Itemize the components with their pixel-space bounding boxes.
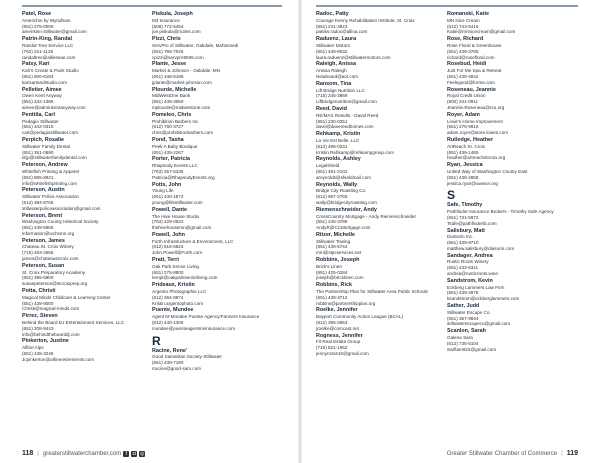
member-detail: (651) 348-6196	[152, 73, 184, 79]
member-detail: (612) 735-5104	[447, 340, 479, 346]
member-contact[interactable]: mplourde@midwestone.com	[152, 104, 211, 110]
top-rule	[316, 5, 578, 7]
member-contact[interactable]: jessica.ryan@uwwce.org	[447, 180, 498, 186]
member-name: Piskula, Joseph	[152, 11, 193, 17]
directory-entry	[22, 289, 146, 312]
member-contact[interactable]: cpizzi@servpro9506.com	[152, 54, 204, 60]
member-detail: The Partnership Plan for Stillwater Area Public Schools	[316, 289, 428, 295]
member-contact[interactable]: robbins@partnershipplan.org	[316, 300, 376, 306]
member-contact[interactable]: drjp@stillwaterfamilydental.com	[22, 155, 87, 161]
member-name: Safe, Timothy	[447, 202, 483, 209]
member-detail: Courage Kenny Rehabilitation Institute, St. Croix	[316, 17, 415, 23]
directory-entry	[316, 12, 441, 35]
member-name: Rutledge, Heather	[447, 136, 494, 143]
member-name: Patsy, Kari	[22, 61, 50, 68]
member-detail: (651) 439-3765	[447, 48, 479, 54]
member-detail: Peek A Baby Boutique	[152, 143, 198, 149]
member-name: Pirrez, Steven	[22, 313, 58, 320]
member-name: Peterson, Brent	[22, 212, 63, 219]
member-contact[interactable]: heather@artreachstcroix.org	[447, 155, 506, 161]
member-contact[interactable]: areynolds@shieldmail.com	[316, 174, 371, 180]
member-contact[interactable]: matthew.salisbury@diasorin.com	[447, 245, 515, 251]
member-contact[interactable]: Kristin.argentophoto.com	[152, 300, 204, 306]
member-contact[interactable]: info@whitefishprinting.com	[22, 180, 77, 186]
member-detail: Bayport Community Action League (BCAL)	[316, 314, 404, 320]
member-detail: (763) 257-6335	[152, 168, 184, 174]
member-detail: (651) 765-7026	[152, 48, 184, 54]
directory-entry	[316, 334, 441, 357]
member-name: Pelletier, Aimee	[22, 86, 62, 93]
directory-entry	[316, 258, 441, 281]
member-detail: Prohibition Barbers Inc	[152, 118, 199, 124]
member-detail: Brick's Linen	[316, 263, 342, 269]
member-name: Powell, John	[152, 231, 185, 238]
member-detail: (612) 743-6416	[447, 23, 479, 29]
member-name: Puente, Mundee	[152, 307, 194, 314]
member-contact[interactable]: jroelke@comcast.net	[316, 325, 359, 331]
member-name: Pratt, Terri	[152, 257, 179, 264]
member-detail: (651) 439-2267	[152, 149, 184, 155]
member-detail: Oak Park Senior Living	[152, 263, 199, 269]
member-name: Robbins, Joseph	[316, 257, 360, 264]
member-detail: Galena Sara	[447, 335, 473, 341]
member-contact[interactable]: dave@davereedhomes.com	[316, 124, 374, 130]
member-detail: (651) 230-0251	[316, 118, 348, 124]
member-detail: Agent M-Mundee Puente Agency/Farmers Insurance	[152, 314, 260, 320]
member-name: Peterson, Austin	[22, 187, 65, 194]
directory-entry	[316, 37, 441, 60]
directory-entry	[447, 329, 572, 352]
directory-entry	[152, 349, 276, 372]
member-contact[interactable]: wally@bridgecityroasting.com	[316, 199, 377, 205]
directory-entry	[316, 107, 441, 130]
member-name: Patel, Rose	[22, 11, 52, 17]
directory-entry	[316, 82, 441, 105]
member-detail: (651) 439-6032	[316, 48, 348, 54]
member-contact[interactable]: rracine@good-sam.com	[152, 366, 202, 372]
directory-entry	[152, 283, 276, 306]
directory-entry	[447, 12, 572, 35]
member-detail: (612) 396-2953	[316, 320, 348, 326]
member-detail: (651) 430-1873	[152, 194, 184, 200]
member-detail: (800) 341-0911	[447, 99, 479, 105]
directory-entry	[447, 229, 572, 252]
directory-entry	[22, 264, 146, 287]
member-detail: Royal Credit Union	[447, 93, 486, 99]
member-detail: (651) 425-0284	[316, 269, 348, 275]
member-contact[interactable]: joe.piskula@m3ins.com	[152, 29, 201, 35]
member-contact[interactable]: jplante@market-johnson.com	[152, 79, 212, 85]
directory-entry	[22, 62, 146, 85]
member-detail: (651) 342-1386	[22, 99, 54, 105]
directory-entry	[152, 233, 276, 256]
directory-entry	[316, 208, 441, 231]
member-name: Roelke, Jennifer	[316, 307, 358, 314]
member-contact[interactable]: Jeannie.Roseneau@rcu.org	[447, 104, 505, 110]
directory-entry	[316, 233, 441, 256]
directory-entry	[22, 214, 146, 237]
member-detail: (612) 499-0231	[316, 143, 348, 149]
directory-entry	[447, 254, 572, 277]
member-detail: (651) 439-9000	[22, 300, 54, 306]
member-detail: (763) 221-1128	[22, 48, 54, 54]
member-detail: Fit Real Estate Group	[316, 339, 361, 345]
member-detail: (651) 246-3788	[316, 219, 348, 225]
member-detail: Market & Johnson - Oakdale, MN	[152, 68, 220, 74]
member-detail: Randal Tree Service LLC	[22, 42, 74, 48]
member-contact[interactable]: young@lifestillwater.com	[152, 199, 203, 205]
member-contact[interactable]: mundee@puenteagentmninsurance.com	[152, 325, 236, 331]
member-detail: Rustic Roots Winery	[447, 259, 489, 265]
member-detail: (651) 800-6183	[22, 73, 54, 79]
member-detail: Owen Kent Anyway	[22, 93, 62, 99]
member-contact[interactable]: Tsafe@pathfinderib.com	[447, 220, 497, 226]
member-detail: Stillwater Towing	[316, 238, 351, 244]
directory-entry	[22, 163, 146, 186]
member-detail: (651) 491-2102	[316, 168, 348, 174]
member-detail: (651) 855-8821	[22, 174, 54, 180]
member-name: Raduenz, Laura	[316, 36, 357, 43]
directory-entry	[152, 183, 276, 206]
member-name: Perpich, Rosalie	[22, 136, 64, 143]
right-footer	[447, 450, 578, 457]
member-detail: Legalshield	[316, 163, 340, 169]
directory-entry	[447, 113, 572, 136]
member-detail: (715) 245-3869	[316, 93, 348, 99]
directory-entry	[316, 308, 441, 331]
member-name: Racine, Rene'	[152, 347, 188, 354]
member-contact[interactable]: Feelsgood@forme.com	[447, 79, 495, 85]
directory-entry	[447, 88, 572, 111]
member-detail: Behind the Board DJ Entertainment Services, LLC	[22, 320, 125, 326]
member-detail: (651) 439-3050	[152, 99, 184, 105]
member-contact[interactable]: mm@stpcservices.net	[316, 250, 362, 256]
directory-entry	[22, 314, 146, 337]
member-name: Ransom, Tina	[316, 80, 352, 87]
member-name: Riemenschneider, Andy	[316, 206, 377, 213]
member-contact[interactable]: John.Powell@Forth.com	[152, 250, 203, 256]
member-detail: Whitefish Printing & Apparel	[22, 168, 79, 174]
member-name: Reynolds, Wally	[316, 181, 358, 188]
section-letter: S	[447, 188, 456, 203]
member-name: Patrin-King, Randal	[22, 36, 73, 43]
member-name: Plante, Jesse	[152, 61, 187, 68]
directory-entry	[22, 138, 146, 161]
member-name: Robbins, Rick	[316, 282, 352, 289]
directory-entry	[152, 138, 276, 155]
footer-separator: |	[561, 450, 563, 457]
member-name: Prideaux, Kristin	[152, 282, 195, 289]
member-contact[interactable]: laura.raduenz@stillwatermotors.com	[316, 54, 391, 60]
left-column-1	[22, 12, 152, 374]
member-detail: (651) 439-5744	[316, 244, 348, 250]
member-contact[interactable]: Jcpinkerton@alfineretirements.com	[22, 356, 95, 362]
member-contact[interactable]: randaltree@allieseae.com	[22, 54, 76, 60]
member-name: Plourde, Michelle	[152, 86, 197, 93]
member-detail: ServPro of Stillwater, Oakdale, Mahtomedi	[152, 42, 239, 48]
member-detail: (612) 384-9874	[152, 294, 184, 300]
member-contact[interactable]: carl@pedagiostillwater.com	[22, 130, 78, 136]
member-detail: (651) 357-9844	[447, 315, 479, 321]
left-column-2	[152, 12, 282, 374]
directory-entry	[152, 62, 276, 85]
member-contact[interactable]: thehivehousemn@gmail.com	[152, 225, 212, 231]
member-name: Sandstrom, Kevin	[447, 277, 493, 284]
directory-entry	[152, 37, 276, 60]
member-name: Raleigh, Anissa	[316, 61, 356, 68]
member-contact[interactable]: adam.royer@store.lowes.com	[447, 130, 509, 136]
directory-entry	[152, 113, 276, 136]
member-detail: (612) 440-1306	[152, 320, 184, 326]
directory-entry	[22, 239, 146, 262]
member-name: Pizzi, Chris	[152, 36, 181, 43]
directory-entry	[316, 157, 441, 180]
directory-entry	[152, 88, 276, 111]
member-detail: Kari's Create & Paint Studio	[22, 68, 79, 74]
member-detail: MN Nice Cream	[447, 17, 480, 23]
member-detail: (651) 439-2858	[447, 174, 479, 180]
member-contact[interactable]: AndyR@CCMortgage.com	[316, 225, 371, 231]
member-contact[interactable]: Katie@mnnicecream@gmail.com	[447, 29, 516, 35]
member-detail: MidWestOne Bank	[152, 93, 191, 99]
member-name: Peterson, Susan	[22, 262, 65, 269]
left-footer	[22, 450, 145, 457]
directory-entry	[447, 62, 572, 85]
member-contact[interactable]: jennyrosss10@gmail.com	[316, 351, 369, 357]
member-detail: Washington County Historical Society	[22, 219, 99, 225]
right-column-1	[316, 12, 447, 359]
member-detail: M3 Insurance	[152, 17, 180, 23]
page-number: 119	[566, 450, 578, 457]
member-detail: Bridge City Roasting Co.	[316, 188, 367, 194]
footer-separator: |	[37, 450, 39, 457]
member-detail: (612) 384-8755	[22, 199, 54, 205]
member-detail: (715) 483-2556	[22, 250, 54, 256]
directory-entry	[447, 279, 572, 302]
directory-entry	[22, 339, 146, 362]
member-detail: (651) 439-3712	[316, 294, 348, 300]
directory-entry	[152, 208, 276, 231]
member-name: Potta, Christi	[22, 288, 56, 295]
footer-org: Greater Stillwater Chamber of Commerce	[446, 450, 558, 457]
member-detail: Pathfinder Insurance Brokers - Timothy Safe Agency	[447, 209, 554, 215]
member-name: Potts, John	[152, 181, 182, 188]
member-contact[interactable]: andrea@rusticroots.wine	[447, 271, 498, 277]
member-name: Royer, Adam	[447, 111, 480, 118]
member-detail: Affine Alps	[22, 345, 44, 351]
member-detail: St. Croix Preparatory Academy	[22, 269, 86, 275]
right-column-2	[447, 12, 578, 359]
facebook-icon[interactable]: f	[123, 451, 129, 457]
member-detail: Stillwater Police Association	[22, 194, 79, 200]
member-detail: (651) 439-2878	[447, 290, 479, 296]
member-detail: Stillwater Motors	[316, 42, 350, 48]
member-name: Salisbury, Matt	[447, 227, 485, 234]
member-detail: United Way of Washington County East	[447, 168, 528, 174]
member-name: Sandager, Andrea	[447, 252, 493, 259]
member-detail: Argento Photographie LLC	[152, 289, 207, 295]
member-contact[interactable]: information@wchsmn.org	[22, 230, 75, 236]
member-detail: DiaSorin Inc.	[447, 234, 474, 240]
member-detail: Eckberg Lammers Law Firm	[447, 284, 505, 290]
member-contact[interactable]: tempt@oakparkseniorliving.com	[152, 275, 218, 281]
directory-entry	[22, 188, 146, 211]
left-columns	[22, 12, 282, 374]
member-detail: Lowe's Home Improvement	[447, 118, 503, 124]
member-name: Rogness, Jennifer	[316, 332, 363, 339]
member-detail: Chateau St. Croix Winery	[22, 244, 74, 250]
member-detail: (651) 275-9610	[447, 124, 479, 130]
directory-entry	[316, 183, 441, 206]
member-contact[interactable]: Kristin.Rehkamp@rehkampgroup.com	[316, 149, 394, 155]
page-number: 118	[22, 450, 34, 457]
member-detail: Anissa Raleigh	[316, 68, 347, 74]
member-detail: (651) 351-0690	[22, 149, 54, 155]
member-name: Porter, Patricia	[152, 156, 191, 163]
member-contact[interactable]: ksandstrom@eckberglammers.com	[447, 296, 520, 302]
section-letter: R	[152, 333, 161, 348]
right-page	[300, 0, 600, 463]
member-name: Rosebud, Heidi	[447, 61, 487, 68]
member-contact[interactable]: pattiss.radoc@allina.com	[316, 29, 368, 35]
member-name: Ritzer, Michelle	[316, 231, 355, 238]
member-contact[interactable]: stillwaterescapeco@gmail.com	[447, 321, 511, 327]
member-detail: (651) 439-4842	[447, 73, 479, 79]
member-name: Scanlon, Sarah	[447, 328, 486, 335]
member-detail: (612) 618-6824	[152, 244, 184, 250]
member-detail: Stillwater Escape Co.	[447, 309, 491, 315]
member-detail: CrossCountry Mortgage - Andy Riemenschneider	[316, 213, 417, 219]
member-name: Reynolds, Ashley	[316, 156, 361, 163]
member-detail: (608) 772-5454	[152, 23, 184, 29]
member-name: Pond, Tasha	[152, 136, 184, 143]
member-detail: (651) 395-5900	[22, 275, 54, 281]
directory-entry	[316, 62, 441, 79]
directory-entry	[152, 308, 276, 331]
member-name: Peterson, Andrew	[22, 162, 68, 169]
member-detail: Good Samaritan Society-Stillwater	[152, 354, 222, 360]
member-detail: La Vie Est Belle, LLC	[316, 137, 360, 143]
member-detail: (612) 760-3727	[152, 124, 184, 130]
member-contact[interactable]: Neiaboard@aol.com	[316, 73, 358, 79]
directory-entry	[152, 258, 276, 281]
right-columns	[316, 12, 578, 359]
directory-entry	[22, 12, 146, 35]
member-name: Pinkerton, Justine	[22, 338, 69, 345]
directory-entry	[447, 163, 572, 186]
member-contact[interactable]: james@chateaustcroix.com	[22, 256, 79, 262]
member-contact[interactable]: stillwaterpoliceassociation@gmail.com	[22, 205, 101, 211]
member-detail: (651) 342-0310	[22, 124, 54, 130]
directory-entry	[447, 138, 572, 161]
member-name: Ryan, Jessica	[447, 162, 483, 169]
member-detail: (651) 208-9443	[22, 325, 54, 331]
member-detail: Forth Infrastructure & Environment, LLC	[152, 238, 234, 244]
member-name: Pomeleo, Chris	[152, 111, 192, 118]
top-rule	[22, 5, 282, 7]
directory-entry	[447, 37, 572, 60]
member-detail: Lift Bridge Nutrition LLC	[316, 87, 365, 93]
member-detail: (651) 731-5972	[447, 214, 479, 220]
member-name: Reed, David	[316, 105, 347, 112]
member-detail: (651) 241-3823	[316, 23, 348, 29]
directory-entry	[447, 304, 572, 327]
member-detail: (651) 436-3245	[22, 351, 54, 357]
member-detail: (715) 821-1952	[316, 345, 348, 351]
member-contact[interactable]: Patricia@RhapsodyEvents.org	[152, 174, 215, 180]
member-contact[interactable]: amerisinn.stillwater@gmail.com	[22, 29, 87, 35]
member-contact[interactable]: chris@prohibitionbarbers.com	[152, 130, 214, 136]
member-contact[interactable]: Sarflam923@gmail.com	[447, 346, 497, 352]
member-detail: Stillwater Family Dental	[22, 143, 70, 149]
member-name: Romanski, Katie	[447, 11, 489, 17]
member-detail: (763) 229-0623	[152, 219, 184, 225]
member-detail: (651) 439-7180	[152, 360, 184, 366]
member-contact[interactable]: info@behindtheboarddj.com	[22, 331, 80, 337]
member-detail: (651) 433-5311	[447, 265, 479, 271]
directory-entry	[316, 283, 441, 306]
member-contact[interactable]: joseph@bricklinen.com	[316, 275, 364, 281]
member-detail: (651) 439-1465	[447, 149, 479, 155]
member-name: Peterson, James	[22, 237, 65, 244]
member-detail: Pedagio Stillwater	[22, 118, 59, 124]
member-name: Penttila, Carl	[22, 111, 55, 118]
directory-entry	[152, 12, 276, 35]
member-detail: (651) 275-0000	[22, 23, 54, 29]
member-detail: RE/MAX Results - David Reed	[316, 112, 379, 118]
directory-entry	[22, 113, 146, 136]
directory-entry	[316, 132, 441, 155]
member-contact[interactable]: aimee@adminkentanyway.com	[22, 104, 86, 110]
directory-entry	[152, 157, 276, 180]
member-detail: (612) 987-2765	[316, 194, 348, 200]
footer-site[interactable]: greaterstillwaterchamber.com	[42, 450, 122, 457]
directory-entry	[22, 88, 146, 111]
member-detail: (651) 439-9710	[447, 240, 479, 246]
member-detail: (651) 439-5956	[22, 225, 54, 231]
member-detail: Young Life	[152, 188, 174, 194]
social-icon[interactable]: ◘	[132, 450, 136, 457]
member-detail: ArtReach St. Croix	[447, 143, 486, 149]
member-name: Rehkamp, Kristin	[316, 131, 361, 138]
member-name: Powell, Dante	[152, 206, 188, 213]
directory-entry	[22, 37, 146, 60]
member-contact[interactable]: richard@rosefloral.com	[447, 54, 495, 60]
member-name: Radoc, Patty	[316, 11, 349, 17]
member-detail: Rose Floral & Greenhouse	[447, 42, 502, 48]
member-name: Sather, Judd	[447, 303, 480, 310]
member-detail: Americhin by Wyndham	[22, 17, 71, 23]
instagram-icon[interactable]: ◎	[140, 450, 145, 457]
member-detail: Just For Me Spa & Retreat	[447, 68, 502, 74]
member-contact[interactable]: Christi@magical-minds.com	[22, 306, 80, 312]
member-contact[interactable]: susanpeterson@stcroixprep.org	[22, 281, 88, 287]
member-detail: Magical Minds Childcare & Learning Center	[22, 294, 111, 300]
member-detail: Rhapsody Events LLC	[152, 163, 198, 169]
member-contact[interactable]: karisartandstudio.com	[22, 79, 67, 85]
member-contact[interactable]: Liftbridgenutrition@gmail.com	[316, 99, 377, 105]
directory-entry	[447, 203, 572, 226]
member-detail: The Hive House Studio	[152, 213, 200, 219]
member-detail: (651) 275-8800	[152, 269, 184, 275]
member-name: Roseneau, Jeannie	[447, 86, 496, 93]
member-name: Rose, Richard	[447, 36, 484, 43]
